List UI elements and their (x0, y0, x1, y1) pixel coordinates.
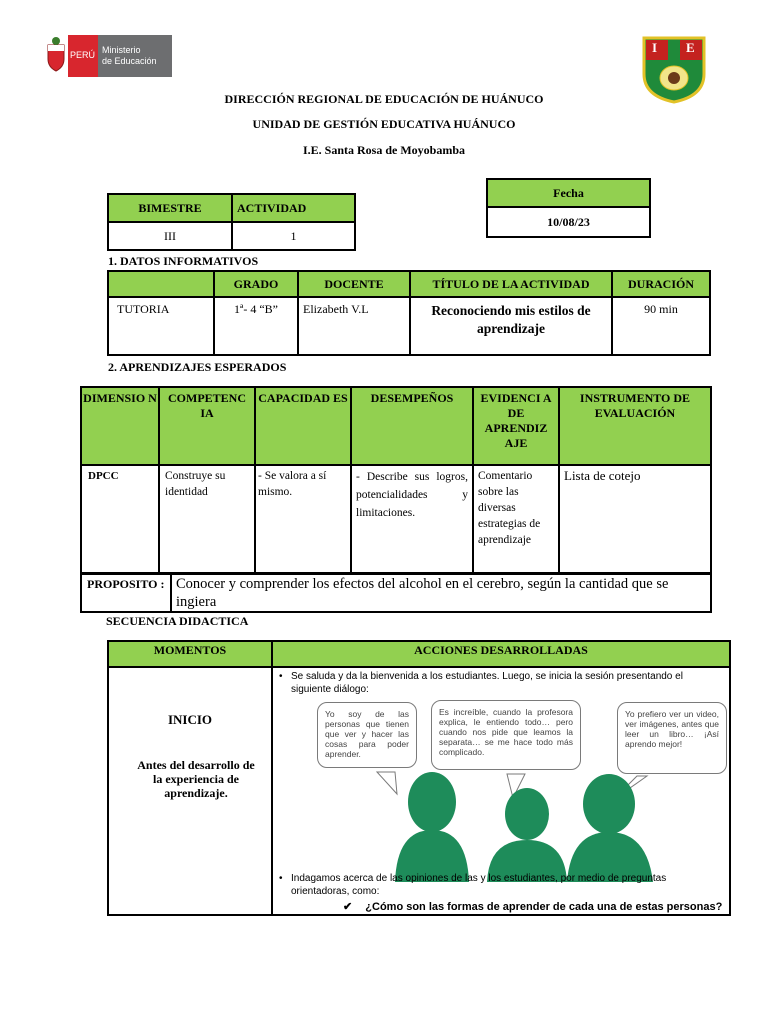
bimestre-value: III (108, 222, 232, 250)
competencia-value: Construye su identidad (159, 465, 255, 573)
datos-informativos-table (107, 270, 711, 356)
competencia-header: COMPETENC IA (159, 387, 255, 465)
capacidades-header: CAPACIDAD ES (255, 387, 351, 465)
inicio-label: INICIO (167, 712, 213, 727)
titulo-value: Reconociendo mis estilos de aprendizaje (410, 297, 612, 355)
ministry-name-line1: Ministerio (102, 45, 141, 55)
secuencia-title: SECUENCIA DIDACTICA (106, 614, 249, 628)
proposito-table (80, 573, 712, 613)
inicio-cell (108, 667, 272, 915)
bullet-dot-icon: • (279, 873, 283, 884)
instrumento-value: Lista de cotejo (559, 465, 711, 573)
actividad-value: 1 (232, 222, 355, 250)
duracion-value: 90 min (612, 297, 710, 355)
check-question-text: ¿Cómo son las formas de aprender de cada una de estas personas? (365, 901, 723, 913)
docente-value: Elizabeth V.L (298, 297, 410, 355)
actividad-header: ACTIVIDAD (232, 194, 355, 222)
checkmark-icon: ✔ (343, 901, 353, 913)
speech-bubble-3: Yo prefiero ver un video, ver imágenes, antes que leer un libro… ¡Así aprendo mejor! (617, 702, 727, 774)
dimension-value: DPCC (81, 465, 159, 573)
grado-value: 1ª- 4 “B” (214, 297, 298, 355)
bullet-1-text: Se saluda y da la bienvenida a los estudiantes. Luego, se inicia la sesión presentando el siguiente diálogo: (291, 671, 683, 695)
bimestre-table (107, 193, 356, 251)
area-value: TUTORIA (108, 297, 214, 355)
badge-letter-e: E (686, 40, 695, 55)
titulo-header: TÍTULO DE LA ACTIVIDAD (410, 271, 612, 297)
bullet-2 (279, 872, 721, 898)
section1-title: 1. DATOS INFORMATIVOS (108, 254, 259, 268)
fecha-table (486, 178, 651, 238)
acciones-cell (272, 667, 730, 915)
header-title-1: DIRECCIÓN REGIONAL DE EDUCACIÓN DE HUÁNUCO (224, 92, 544, 106)
proposito-label: PROPOSITO : (81, 574, 171, 612)
duracion-header: DURACIÓN (612, 271, 710, 297)
header-title-2: UNIDAD DE GESTIÓN EDUCATIVA HUÁNUCO (252, 117, 516, 131)
desempenos-header: DESEMPEÑOS (351, 387, 473, 465)
fecha-header: Fecha (487, 179, 650, 207)
dialogue-illustration (317, 702, 729, 882)
desempenos-value: - Describe sus logros, potencialidades y limitaciones. (351, 465, 473, 573)
bimestre-header: BIMESTRE (108, 194, 232, 222)
dimension-header: DIMENSIO N (81, 387, 159, 465)
header-title-3: I.E. Santa Rosa de Moyobamba (302, 143, 466, 157)
instrumento-header: INSTRUMENTO DE EVALUACIÓN (559, 387, 711, 465)
check-question (343, 900, 725, 913)
badge-letter-i: I (652, 40, 658, 55)
evidencia-value: Comentario sobre las diversas estrategias de aprendizaje (473, 465, 559, 573)
ministry-logo (42, 35, 172, 77)
peru-shield-icon (42, 35, 70, 77)
ministry-name-line2: de Educación (102, 56, 157, 66)
grado-header: GRADO (214, 271, 298, 297)
inicio-description: Antes del desarrollo de la experiencia de aprendizaje. (137, 758, 255, 800)
bullet-1 (279, 670, 721, 696)
datos-header-blank (108, 271, 214, 297)
acciones-header: ACCIONES DESARROLLADAS (272, 641, 730, 667)
secuencia-table (107, 640, 731, 916)
proposito-text: Conocer y comprender los efectos del alcohol en el cerebro, según la cantidad que se ingiera (171, 574, 711, 612)
speech-bubble-1: Yo soy de las personas que tienen que ver y hacer las cosas para poder aprender. (317, 702, 417, 768)
ministry-country-label: PERÚ (70, 50, 96, 60)
capacidades-value: - Se valora a sí mismo. (255, 465, 351, 573)
evidencia-header: EVIDENCI A DE APRENDIZ AJE (473, 387, 559, 465)
bullet-dot-icon: • (279, 671, 283, 682)
fecha-value: 10/08/23 (487, 207, 650, 237)
aprendizajes-table (80, 386, 712, 574)
section2-title: 2. APRENDIZAJES ESPERADOS (108, 360, 287, 374)
docente-header: DOCENTE (298, 271, 410, 297)
bullet-2-text: Indagamos acerca de las opiniones de las y los estudiantes, por medio de preguntas orientadoras, como: (291, 873, 667, 897)
speech-bubble-2: Es increíble, cuando la profesora explica, le entiendo todo… pero cuando nos pide que leamos la separata… se me hace todo más complicado. (431, 700, 581, 770)
momentos-header: MOMENTOS (108, 641, 272, 667)
